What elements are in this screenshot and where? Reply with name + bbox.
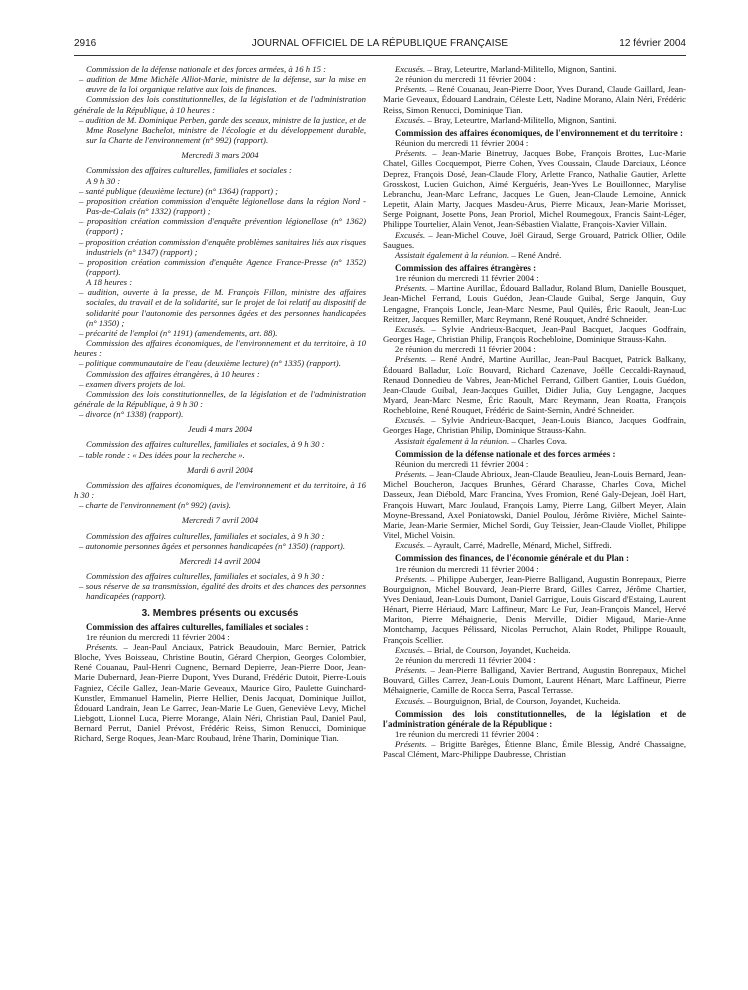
agenda-item: – autonomie personnes âgées et personnes handicapées (n° 1350) (rapport). (79, 540, 345, 551)
agenda-item: – proposition création commission d'enquête Agence France-Presse (n° 1352) (rapport). (79, 256, 366, 277)
meeting-line: 1re réunion du mercredi 11 février 2004 : (395, 563, 539, 574)
attendance-present (383, 665, 686, 695)
agenda-heading: Commission des affaires culturelles, familiales et sociales, à 9 h 30 : (86, 439, 325, 450)
commission-title: Commission des affaires économiques, de l'environnement et du territoire : (395, 127, 683, 138)
agenda-heading: Commission des affaires étrangères, à 10 heures : (86, 368, 260, 379)
agenda-item: – précarité de l'emploi (n° 1191) (amendements, art. 88). (79, 327, 278, 338)
present-names: – Jean-Pierre Balligand, Xavier Bertrand, Augustin Bonrepaux, Michel Bouvard, Gilles Carrez, Jean-Louis Dumont, Laurent Hénart, Marc Laffineur, Pierre Méhaignerie, Camille de Rocca Serra, Pascal Terrasse. (383, 665, 686, 696)
attendance-present (383, 148, 686, 229)
agenda-heading: Commission des lois constitutionnelles, de la législation et de l'administration générale de la République, à 9 h 30 : (74, 388, 366, 409)
present-label: Présents. (395, 573, 428, 584)
left-column (74, 64, 366, 744)
commission-title: Commission des affaires étrangères : (395, 262, 537, 273)
agenda-time: A 18 heures : (86, 277, 133, 288)
page-header (74, 38, 686, 52)
present-names: – Jean-Claude Abrioux, Jean-Claude Beaulieu, Jean-Louis Bernard, Jean-Michel Boucheron, Jacques Brunhes, Gérard Charasse, Charles Cova, Michel Dasseux, Jean Diébold, Marc Francina, Yves Fromion, René Galy-Dejean, Joël Hart, François Huwart, Marc Joulaud, François Lamy, Pierre Lang, Gilbert Meyer, Alain Moyne-Bressand, Axel Poniatowski, Daniel Poulou, Jérôme Rivière, Michel Sainte-Marie, Jean-Marie Sermier, Michel Sordi, Guy Teissier, Jean-Claude Viollet, Philippe Vitel, Michel Voisin. (383, 469, 686, 541)
agenda-item: – examen divers projets de loi. (79, 378, 186, 389)
excused-names: – Sylvie Andrieux-Bacquet, Jean-Paul Bacquet, Jacques Godfrain, Georges Hage, Christian Philip, François Rochebloine, Dominique Strauss-Kahn. (383, 323, 686, 345)
attendance-present (383, 574, 686, 645)
agenda-heading: Commission des affaires culturelles, familiales et sociales, à 9 h 30 : (86, 530, 325, 541)
excused-label: Excusés. (395, 229, 426, 240)
excused-label: Excusés. (395, 323, 426, 334)
present-names: – Martine Aurillac, Édouard Balladur, Roland Blum, Danielle Bousquet, Jean-Michel Ferrand, Louis Guédon, Jean-Claude Guibal, Serge Janquin, Guy Lengagne, François Loncle, Jean-Marc Nesme, Paul Quilès, Éric Raoult, Jean-Luc Reitzer, Jacques Remiller, Marc Reymann, René Rouquet, André Schneider. (383, 283, 686, 324)
present-names: – Brigitte Barèges, Étienne Blanc, Émile Blessig, André Chassaigne, Pascal Clément, Marc-Philippe Daubresse, Christian (383, 739, 686, 760)
assisting-label: Assistait également à la réunion. (395, 435, 510, 446)
issue-date: 12 février 2004 (619, 38, 686, 49)
assisting-label: Assistait également à la réunion. (395, 249, 510, 260)
commission-title: Commission des affaires culturelles, familiales et sociales : (86, 621, 309, 632)
assisting-names: – René André. (509, 249, 562, 260)
meeting-date: Mercredi 3 mars 2004 (181, 150, 259, 161)
attendance-present (74, 642, 366, 744)
meeting-line: 2e réunion du mercredi 11 février 2004 : (395, 74, 536, 85)
meeting-line: Réunion du mercredi 11 février 2004 : (395, 138, 529, 149)
excused-names: – Ayrault, Carré, Madrelle, Ménard, Michel, Siffredi. (425, 540, 612, 551)
present-label: Présents. (395, 84, 428, 95)
agenda-item: – politique communautaire de l'eau (deuxième lecture) (n° 1335) (rapport). (79, 358, 341, 369)
attendance-present (383, 354, 686, 415)
attendance-excused (383, 230, 686, 250)
excused-label: Excusés. (395, 64, 426, 74)
meeting-date: Mercredi 7 avril 2004 (181, 515, 259, 526)
attendance-excused (383, 324, 686, 344)
meeting-date: Jeudi 4 mars 2004 (187, 424, 253, 435)
commission-title: Commission des finances, de l'économie générale et du Plan : (395, 553, 629, 564)
meeting-line: 2e réunion du mercredi 11 février 2004 : (395, 654, 536, 665)
present-label: Présents. (395, 469, 428, 480)
attendance-excused (383, 115, 686, 125)
agenda-item: – audition, ouverte à la presse, de M. François Fillon, ministre des affaires sociales, du travail et de la solidarité, sur le projet de loi relatif au dispositif de solidarité pour l'autonomie des personnes âgées et des personnes handicapées (n° 1350) ; (79, 287, 366, 328)
attendance-excused (383, 540, 686, 550)
excused-label: Excusés. (395, 644, 426, 655)
excused-names: – Sylvie Andrieux-Bacquet, Jean-Louis Bianco, Jacques Godfrain, Georges Hage, Christian Philip, Dominique Strauss-Kahn. (383, 415, 686, 436)
page-number: 2916 (74, 38, 97, 49)
excused-names: – Bray, Leteurtre, Marland-Militello, Mignon, Santini. (425, 114, 617, 125)
present-names: – René André, Martine Aurillac, Jean-Paul Bacquet, Patrick Balkany, Édouard Balladur, Loïc Bouvard, Richard Cazenave, Joëlle Ceccaldi-Raynaud, Renaud Donnedieu de Vabres, Jean-Michel Ferrand, Gilbert Gantier, Louis Guédon, Jean-Claude Guibal, Jean-Jacques Guillet, Didier Julia, Guy Lengagne, Jacques Myard, Jean-Marc Nesme, Éric Raoult, Marc Reymann, Jean Roatta, François Rochebloine, René Rouquet, Frédéric de Saint-Sernin, André Schneider. (383, 354, 686, 416)
excused-names: – Bray, Leteurtre, Marland-Militello, Mignon, Santini. (425, 64, 617, 74)
meeting-date: Mardi 6 avril 2004 (186, 464, 254, 475)
attendance-present (383, 84, 686, 114)
agenda-heading: Commission des lois constitutionnelles, de la législation et de l'administration générale de la République, à 10 heures : (74, 94, 366, 115)
present-names: – Jean-Paul Anciaux, Patrick Beaudouin, Marc Bernier, Patrick Bloche, Yves Boisseau, Christine Boutin, Gérard Cherpion, Georges Colombier, René Couanau, Paul-Henri Cugnenc, Bernard Depierre, Jean-Pierre Door, Jean-Marie Dubernard, Jean-Pierre Dupont, Yves Durand, Frédéric Dutoit, Pierre-Louis Fagniez, Cécile Gallez, Jean-Marie Geveaux, Maurice Giro, Paulette Guinchard-Kunstler, Emmanuel Hamelin, Pierre Hellier, Denis Jacquat, Dominique Juillot, Édouard Landrain, Jean Le Garrec, Jean-Marie Le Guen, Geneviève Levy, Michel Liebgott, Lionnel Luca, Pierre Morange, Alain Néri, Christian Paul, Daniel Paul, Bernard Perrut, Daniel Prévost, Frédéric Reiss, Simon Renucci, Dominique Richard, Serge Roques, Jean-Marc Roubaud, Irène Tharin, Dominique Tian. (74, 641, 366, 744)
present-label: Présents. (395, 283, 428, 294)
excused-names: – Bourguignon, Brial, de Courson, Joyandet, Kucheida. (425, 695, 621, 706)
excused-names: – Jean-Michel Couve, Joël Giraud, Serge Grouard, Patrick Ollier, Odile Saugues. (383, 229, 686, 250)
meeting-line: 1re réunion du mercredi 11 février 2004 : (395, 729, 539, 739)
agenda-heading: Commission des affaires culturelles, familiales et sociales : (86, 165, 292, 176)
excused-label: Excusés. (395, 415, 426, 426)
attendance-excused (383, 64, 686, 74)
meeting-line: 1re réunion du mercredi 11 février 2004 : (86, 631, 230, 642)
agenda-item: – proposition création commission d'enquête problèmes sanitaires liés aux risques industriels (n° 1347) (rapport) ; (79, 236, 366, 257)
present-label: Présents. (395, 739, 428, 750)
right-column (383, 64, 686, 759)
attendance-assisting (383, 250, 686, 260)
attendance-excused (383, 415, 686, 435)
agenda-heading: Commission des affaires économiques, de l'environnement et du territoire, à 16 h 30 : (74, 479, 366, 501)
attendance-present (383, 283, 686, 324)
agenda-item: – audition de M. Dominique Perben, garde des sceaux, ministre de la justice, et de Mme Roselyne Bachelot, ministre de l'écologie et du développement durable, sur la Charte de l'environnement (n° 992) (rapport). (79, 114, 366, 146)
present-label: Présents. (395, 148, 428, 159)
agenda-heading: Commission des affaires culturelles, familiales et sociales, à 9 h 30 : (86, 571, 325, 582)
agenda-time: A 9 h 30 : (86, 175, 121, 186)
attendance-present (383, 469, 686, 540)
excused-names: – Brial, de Courson, Joyandet, Kucheida. (425, 644, 571, 655)
agenda-item: – table ronde : « Des idées pour la recherche ». (79, 449, 245, 460)
meeting-line: 2e réunion du mercredi 11 février 2004 : (395, 344, 536, 355)
agenda-item: – santé publique (deuxième lecture) (n° 1364) (rapport) ; (79, 185, 279, 196)
agenda-item: – proposition création commission d'enquête prévention légionellose (n° 1362) (rapport) ; (79, 216, 366, 237)
present-label: Présents. (395, 665, 428, 676)
agenda-item: – sous réserve de sa transmission, égalité des droits et des chances des personnes handicapées (rapport). (79, 581, 366, 602)
commission-title: Commission des lois constitutionnelles, de la législation et de l'administration générale de la République : (383, 708, 686, 729)
journal-title: JOURNAL OFFICIEL DE LA RÉPUBLIQUE FRANÇAISE (251, 38, 509, 49)
excused-label: Excusés. (395, 695, 426, 706)
attendance-assisting (383, 436, 686, 446)
attendance-excused (383, 696, 686, 706)
header-rule (74, 55, 686, 56)
meeting-line: 1re réunion du mercredi 11 février 2004 : (395, 273, 539, 284)
commission-title: Commission de la défense nationale et des forces armées : (395, 448, 616, 459)
excused-label: Excusés. (395, 540, 426, 551)
present-label: Présents. (86, 641, 119, 652)
meeting-line: Réunion du mercredi 11 février 2004 : (395, 458, 529, 469)
assisting-names: – Charles Cova. (509, 435, 568, 446)
present-names: – Philippe Auberger, Jean-Pierre Balligand, Augustin Bonrepaux, Pierre Bourguignon, Michel Bouvard, Jean-Pierre Brard, Gilles Carrez, Jérôme Chartier, Yves Deniaud, Jean-Louis Dumont, Daniel Garrigue, Louis Giscard d'Estaing, Laurent Hénart, Pierre Hériaud, Marc Laffineur, Marc Le Fur, Jean-François Mancel, Hervé Mariton, Pierre Méhaignerie, Denis Merville, Didier Migaud, Marie-Anne Montchamp, Jacques Pélissard, Nicolas Perruchot, Alain Rodet, Philippe Rouault, François Scellier. (383, 573, 686, 645)
meeting-date: Mercredi 14 avril 2004 (179, 555, 261, 566)
agenda-item: – charte de l'environnement (n° 992) (avis). (79, 500, 231, 511)
agenda-item: – audition de Mme Michèle Alliot-Marie, ministre de la défense, sur la mise en œuvre de la loi organique relative aux lois de finances. (79, 74, 366, 95)
attendance-excused (383, 645, 686, 655)
present-label: Présents. (395, 354, 428, 365)
excused-label: Excusés. (395, 114, 426, 125)
agenda-heading: Commission de la défense nationale et des forces armées, à 16 h 15 : (86, 64, 326, 74)
agenda-heading: Commission des affaires économiques, de l'environnement et du territoire, à 10 heures : (74, 338, 366, 359)
present-names: – René Couanau, Jean-Pierre Door, Yves Durand, Claude Gaillard, Jean-Marie Geveaux, Édouard Landrain, Céleste Lett, Nadine Morano, Alain Néri, Frédéric Reiss, Simon Renucci, Dominique Tian. (383, 84, 686, 115)
agenda-item: – divorce (n° 1338) (rapport). (79, 409, 184, 420)
section-heading: 3. Membres présents ou excusés (141, 607, 299, 619)
present-names: – Jean-Marie Binetruy, Jacques Bobe, François Brottes, Luc-Marie Chatel, Gilles Cocquempot, Pierre Cohen, Yves Coussain, Claude Darciaux, Léonce Deprez, François Dosé, Jean-Claude Flory, Arlette Franco, Nathalie Gautier, Arlette Grosskost, Lucien Guichon, Aimé Kerguéris, Jean-Yves Le Bouillonnec, Marylise Lebranchu, Jean-Marc Lefranc, Jacques Le Guen, Jean-Claude Lemoine, Annick Lepetit, Alain Marty, Jacques Masdeu-Arus, Pierre Micaux, Jean-Marie Morisset, Serge Poignant, Josette Pons, Jean Proriol, Michel Roumegoux, Francis Saint-Léger, Philippe Tourtelier, Alain Venot, Jean-Sébastien Vialatte, François-Xavier Villain. (383, 148, 686, 230)
attendance-present (383, 739, 686, 759)
agenda-item: – proposition création commission d'enquête légionellose dans la région Nord - Pas-de-Calais (n° 1332) (rapport) ; (79, 195, 366, 217)
